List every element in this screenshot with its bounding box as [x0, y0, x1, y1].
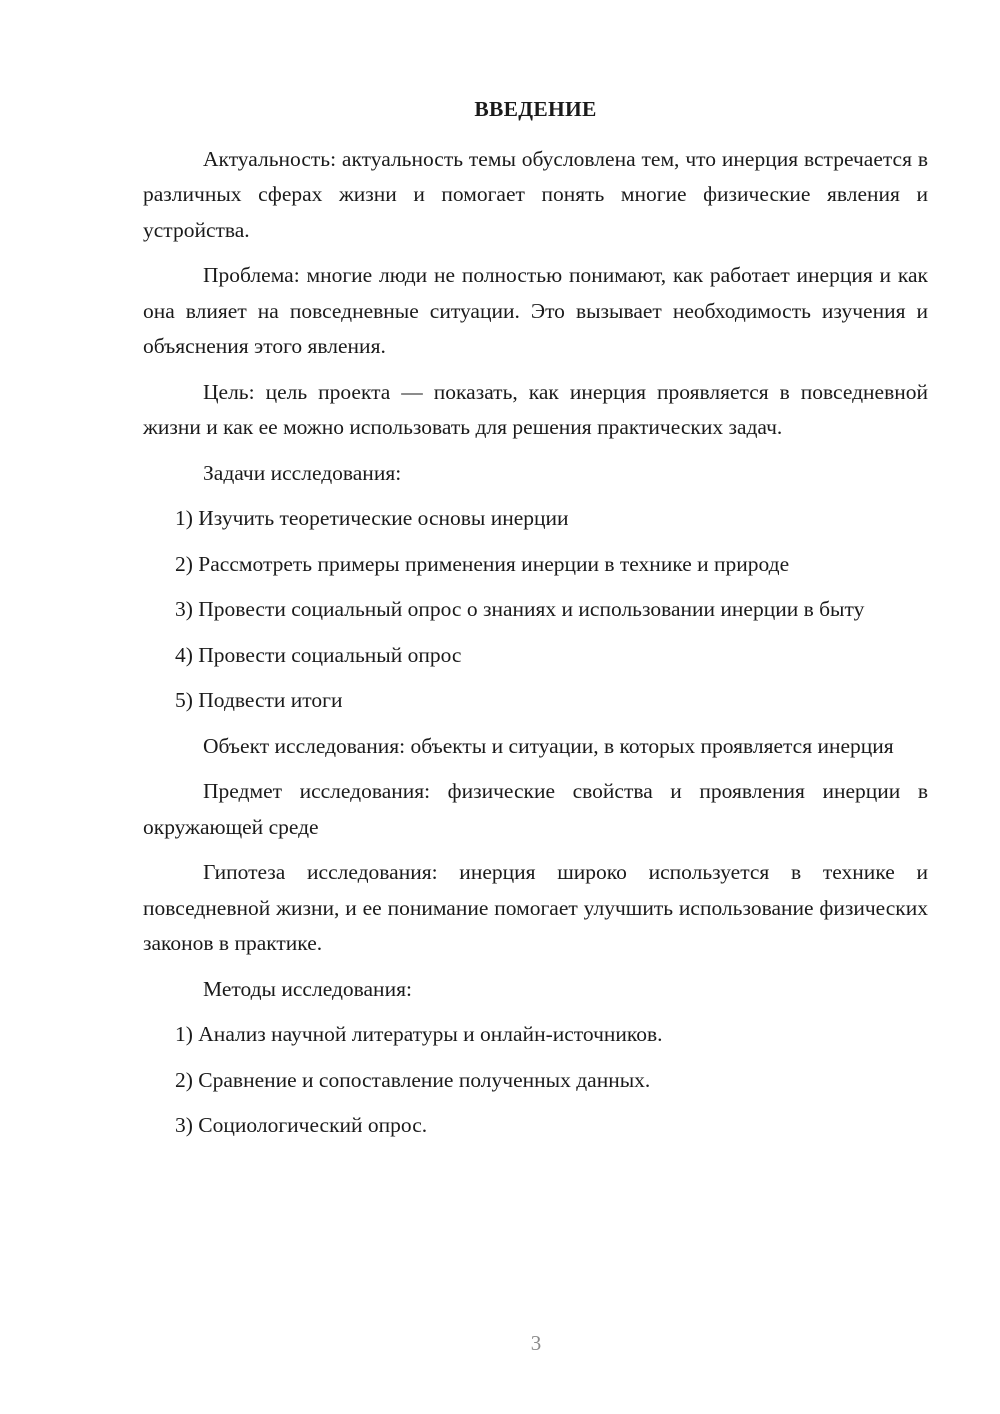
- problem-paragraph: Проблема: многие люди не полностью понимают, как работает инерция и как она влияет на повседневные ситуации. Это вызывает необходимость изучения и объяснения этого явления.: [143, 263, 928, 358]
- document-page: [143, 92, 928, 1154]
- tasks-heading: Задачи исследования:: [203, 460, 402, 485]
- task-item: 1) Изучить теоретические основы инерции: [175, 506, 569, 530]
- section-title: ВВЕДЕНИЕ: [474, 97, 597, 121]
- task-item: 2) Рассмотреть примеры применения инерции в технике и природе: [175, 551, 790, 576]
- goal-paragraph: Цель: цель проекта — показать, как инерция проявляется в повседневной жизни и как ее можно использовать для решения практических задач.: [143, 379, 928, 439]
- task-item: 5) Подвести итоги: [175, 688, 343, 712]
- method-item: 3) Социологический опрос.: [175, 1113, 428, 1137]
- task-item: 3) Провести социальный опрос о знаниях и использовании инерции в быту: [175, 597, 865, 621]
- task-item: 4) Провести социальный опрос: [175, 642, 462, 667]
- method-item: 1) Анализ научной литературы и онлайн-источников.: [175, 1022, 663, 1046]
- methods-heading: Методы исследования:: [203, 976, 412, 1001]
- method-item: 2) Сравнение и сопоставление полученных данных.: [175, 1067, 651, 1092]
- page-number: 3: [530, 1331, 542, 1355]
- relevance-paragraph: Актуальность: актуальность темы обусловлена тем, что инерция встречается в различных сферах жизни и помогает понять многие физические явления и устройства.: [143, 146, 928, 242]
- subject-paragraph: Предмет исследования: физические свойства и проявления инерции в окружающей среде: [143, 779, 928, 839]
- hypothesis-paragraph: Гипотеза исследования: инерция широко используется в технике и повседневной жизни, и ее понимание помогает улучшить использование физических законов в практике.: [143, 860, 928, 955]
- object-paragraph: Объект исследования: объекты и ситуации, в которых проявляется инерция: [203, 733, 894, 758]
